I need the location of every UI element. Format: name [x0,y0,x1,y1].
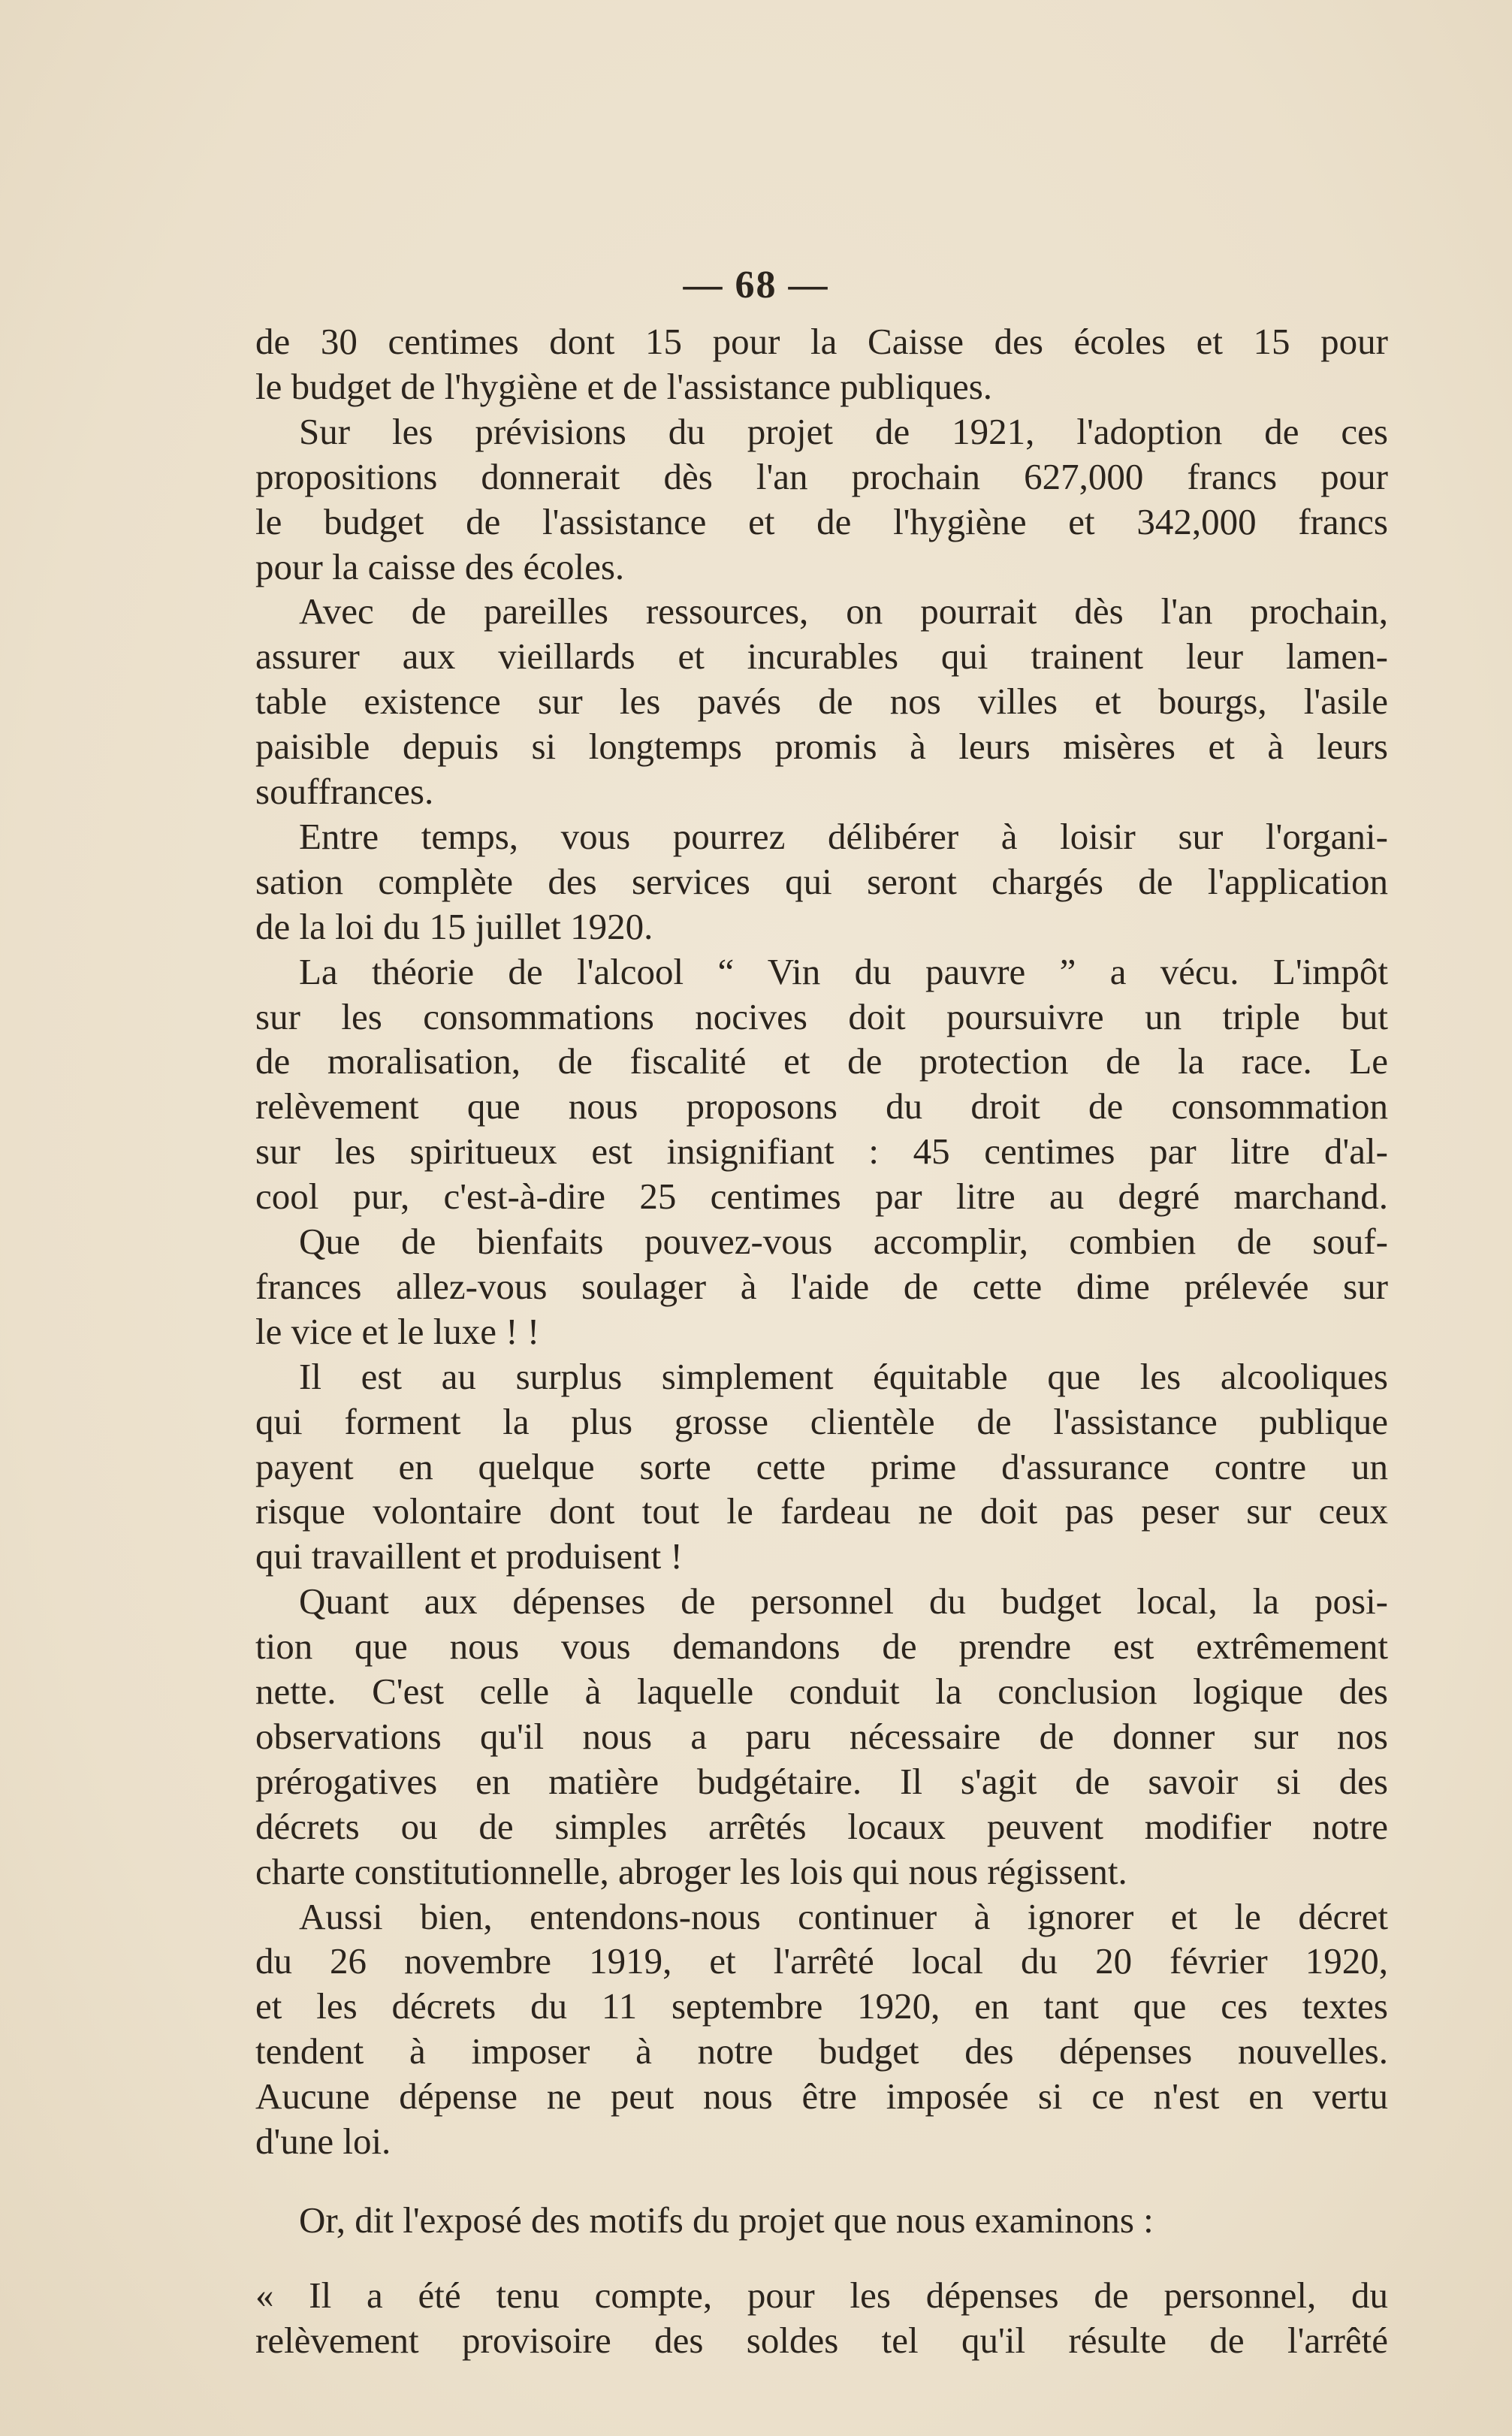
text-line: le budget de l'hygiène et de l'assistance publiques. [255,365,993,407]
text-line: Aucune dépense ne peut nous être imposée si ce n'est en vertu [255,2075,1388,2118]
text-line: Avec de pareilles ressources, on pourrait dès l'an prochain, [299,590,1388,632]
text-line: prérogatives en matière budgétaire. Il s'agit de savoir si des [255,1760,1388,1802]
text-line: de moralisation, de fiscalité et de protection de la race. Le [255,1040,1388,1082]
text-line: « Il a été tenu compte, pour les dépenses de personnel, du [255,2274,1388,2316]
text-line: cool pur, c'est-à-dire 25 centimes par litre au degré marchand. [255,1176,1388,1218]
text-line: qui forment la plus grosse clientèle de l'assistance publique [255,1400,1388,1442]
text-line: charte constitutionnelle, abroger les lois qui nous régissent. [255,1850,1127,1892]
text-line: propositions donnerait dès l'an prochain 627,000 francs pour [255,455,1388,497]
text-line: du 26 novembre 1919, et l'arrêté local du 20 février 1920, [255,1940,1388,1982]
text-line: de la loi du 15 juillet 1920. [255,905,653,947]
text-line: le vice et le luxe ! ! [255,1310,540,1352]
text-line: Il est au surplus simplement équitable que les alcooliques [299,1355,1388,1397]
text-line: payent en quelque sorte cette prime d'assurance contre un [255,1445,1388,1487]
text-line: nette. C'est celle à laquelle conduit la conclusion logique des [255,1671,1388,1712]
text-line: qui travaillent et produisent ! [255,1535,683,1577]
text-line: observations qu'il nous a paru nécessaire de donner sur nos [255,1715,1388,1757]
text-line: Aussi bien, entendons-nous continuer à ignorer et le décret [299,1895,1388,1937]
text-line: tendent à imposer à notre budget des dépenses nouvelles. [255,2030,1388,2072]
text-line: sur les spiritueux est insignifiant : 45 centimes par litre d'al- [255,1130,1388,1173]
text-line: le budget de l'assistance et de l'hygiène et 342,000 francs [255,500,1388,542]
text-line: sur les consommations nocives doit poursuivre un triple but [255,995,1388,1037]
text-line: Sur les prévisions du projet de 1921, l'adoption de ces [299,410,1388,452]
text-line: de 30 centimes dont 15 pour la Caisse des écoles et 15 pour [255,321,1388,362]
text-line: d'une loi. [255,2121,391,2162]
text-line: tion que nous vous demandons de prendre est extrêmement [255,1626,1388,1668]
text-line: assurer aux vieillards et incurables qui trainent leur lamen- [255,635,1388,678]
text-line: table existence sur les pavés de nos villes et bourgs, l'asile [255,681,1388,723]
text-line: relèvement que nous proposons du droit de consommation [255,1085,1388,1127]
text-line: paisible depuis si longtemps promis à leurs misères et à leurs [255,726,1388,768]
text-line: Quant aux dépenses de personnel du budget local, la posi- [299,1580,1388,1622]
text-line: relèvement provisoire des soldes tel qu'il résulte de l'arrêté [255,2319,1388,2361]
text-line: souffrances. [255,771,434,812]
text-line: et les décrets du 11 septembre 1920, en tant que ces textes [255,1985,1388,2027]
text-line: pour la caisse des écoles. [255,545,625,587]
text-line: La théorie de l'alcool “ Vin du pauvre ” a vécu. L'impôt [299,950,1388,992]
text-line: risque volontaire dont tout le fardeau ne doit pas peser sur ceux [255,1490,1388,1532]
text-line: Or, dit l'exposé des motifs du projet que nous examinons : [299,2199,1154,2241]
text-line: décrets ou de simples arrêtés locaux peuvent modifier notre [255,1805,1388,1847]
text-line: sation complète des services qui seront chargés de l'application [255,860,1388,902]
page-number: — 68 — [683,264,829,306]
text-line: Que de bienfaits pouvez-vous accomplir, combien de souf- [299,1221,1388,1262]
text-line: frances allez-vous soulager à l'aide de cette dime prélevée sur [255,1265,1388,1307]
text-line: Entre temps, vous pourrez délibérer à loisir sur l'organi- [299,815,1388,857]
